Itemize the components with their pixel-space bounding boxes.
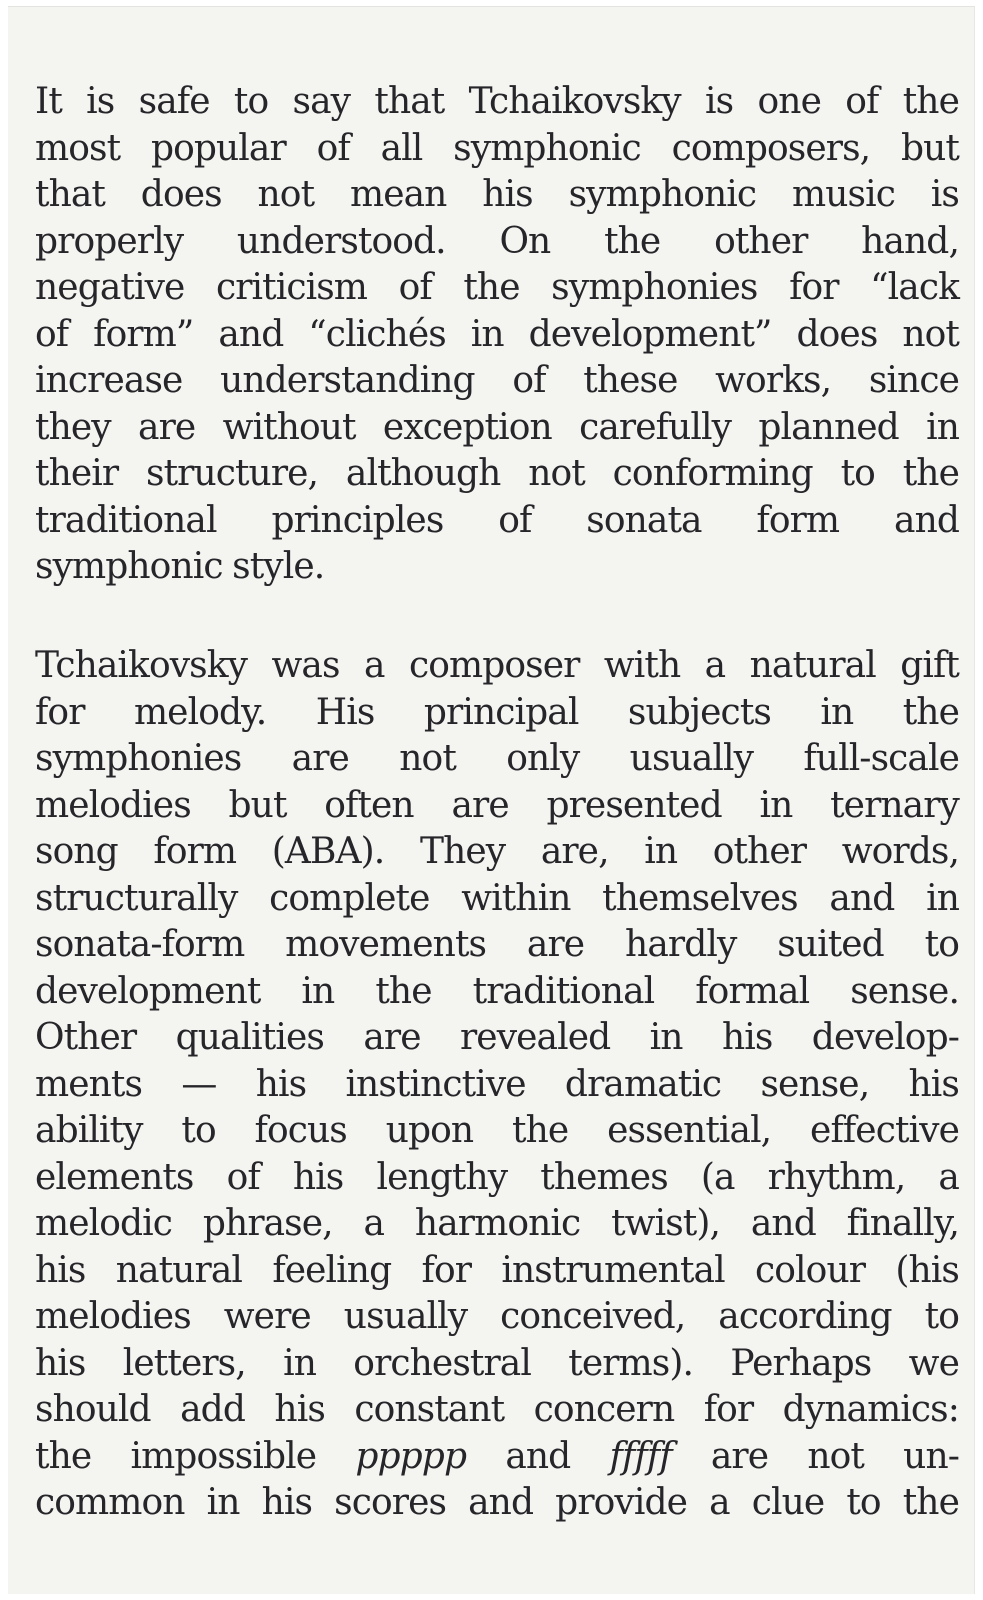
text-line: increase understanding of these works, since [35, 360, 959, 401]
paragraph-1 [35, 79, 959, 591]
text-line: they are without exception carefully planned in [35, 406, 959, 448]
text-line: melodies but often are presented in ternary [35, 784, 959, 826]
book-page [8, 6, 975, 1594]
text-line: elements of his lengthy themes (a rhythm, a [35, 1156, 959, 1198]
text-line: properly understood. On the other hand, [35, 220, 959, 262]
paragraph-2 [35, 643, 959, 1527]
text-line: of form” and “clichés in development” does not [35, 313, 959, 355]
dynamics-text-middle: and [466, 1435, 610, 1477]
text-line: ments — his instinctive dramatic sense, his [35, 1063, 959, 1105]
text-line: should add his constant concern for dynamics: [35, 1389, 959, 1430]
text-line: development in the traditional formal sense. [35, 970, 959, 1012]
text-line: melodies were usually conceived, according to [35, 1296, 959, 1337]
dynamics-text-after: are not un- [671, 1435, 959, 1477]
text-line: structurally complete within themselves and in [35, 877, 959, 919]
text-line: their structure, although not conforming to the [35, 453, 959, 494]
text-line: his letters, in orchestral terms). Perhaps we [35, 1342, 959, 1384]
text-line: song form (ABA). They are, in other words, [35, 831, 959, 872]
fortissimo-marking: fffff [609, 1435, 672, 1477]
text-line: negative criticism of the symphonies for “lack [35, 267, 959, 308]
text-line: traditional principles of sonata form and [35, 499, 959, 541]
dynamics-line [35, 1434, 959, 1481]
text-line: melodic phrase, a harmonic twist), and finally, [35, 1203, 959, 1244]
text-line: most popular of all symphonic composers, but [35, 127, 959, 169]
text-line: symphonies are not only usually full-scale [35, 738, 959, 779]
text-line: symphonic style. [35, 546, 325, 587]
text-line: It is safe to say that Tchaikovsky is one of the [35, 81, 959, 122]
pianissimo-marking: ppppp [355, 1435, 467, 1477]
text-line: for melody. His principal subjects in the [35, 691, 959, 733]
text-line: sonata-form movements are hardly suited to [35, 924, 959, 965]
text-line: Other qualities are revealed in his develop- [35, 1017, 959, 1058]
text-line: his natural feeling for instrumental colour (his [35, 1249, 959, 1291]
text-line: ability to focus upon the essential, effective [35, 1110, 959, 1151]
dynamics-text-before: the impossible [35, 1435, 356, 1477]
text-line: Tchaikovsky was a composer with a natural gift [35, 645, 959, 686]
text-line: common in his scores and provide a clue to the [35, 1482, 959, 1523]
text-line: that does not mean his symphonic music is [35, 174, 959, 215]
